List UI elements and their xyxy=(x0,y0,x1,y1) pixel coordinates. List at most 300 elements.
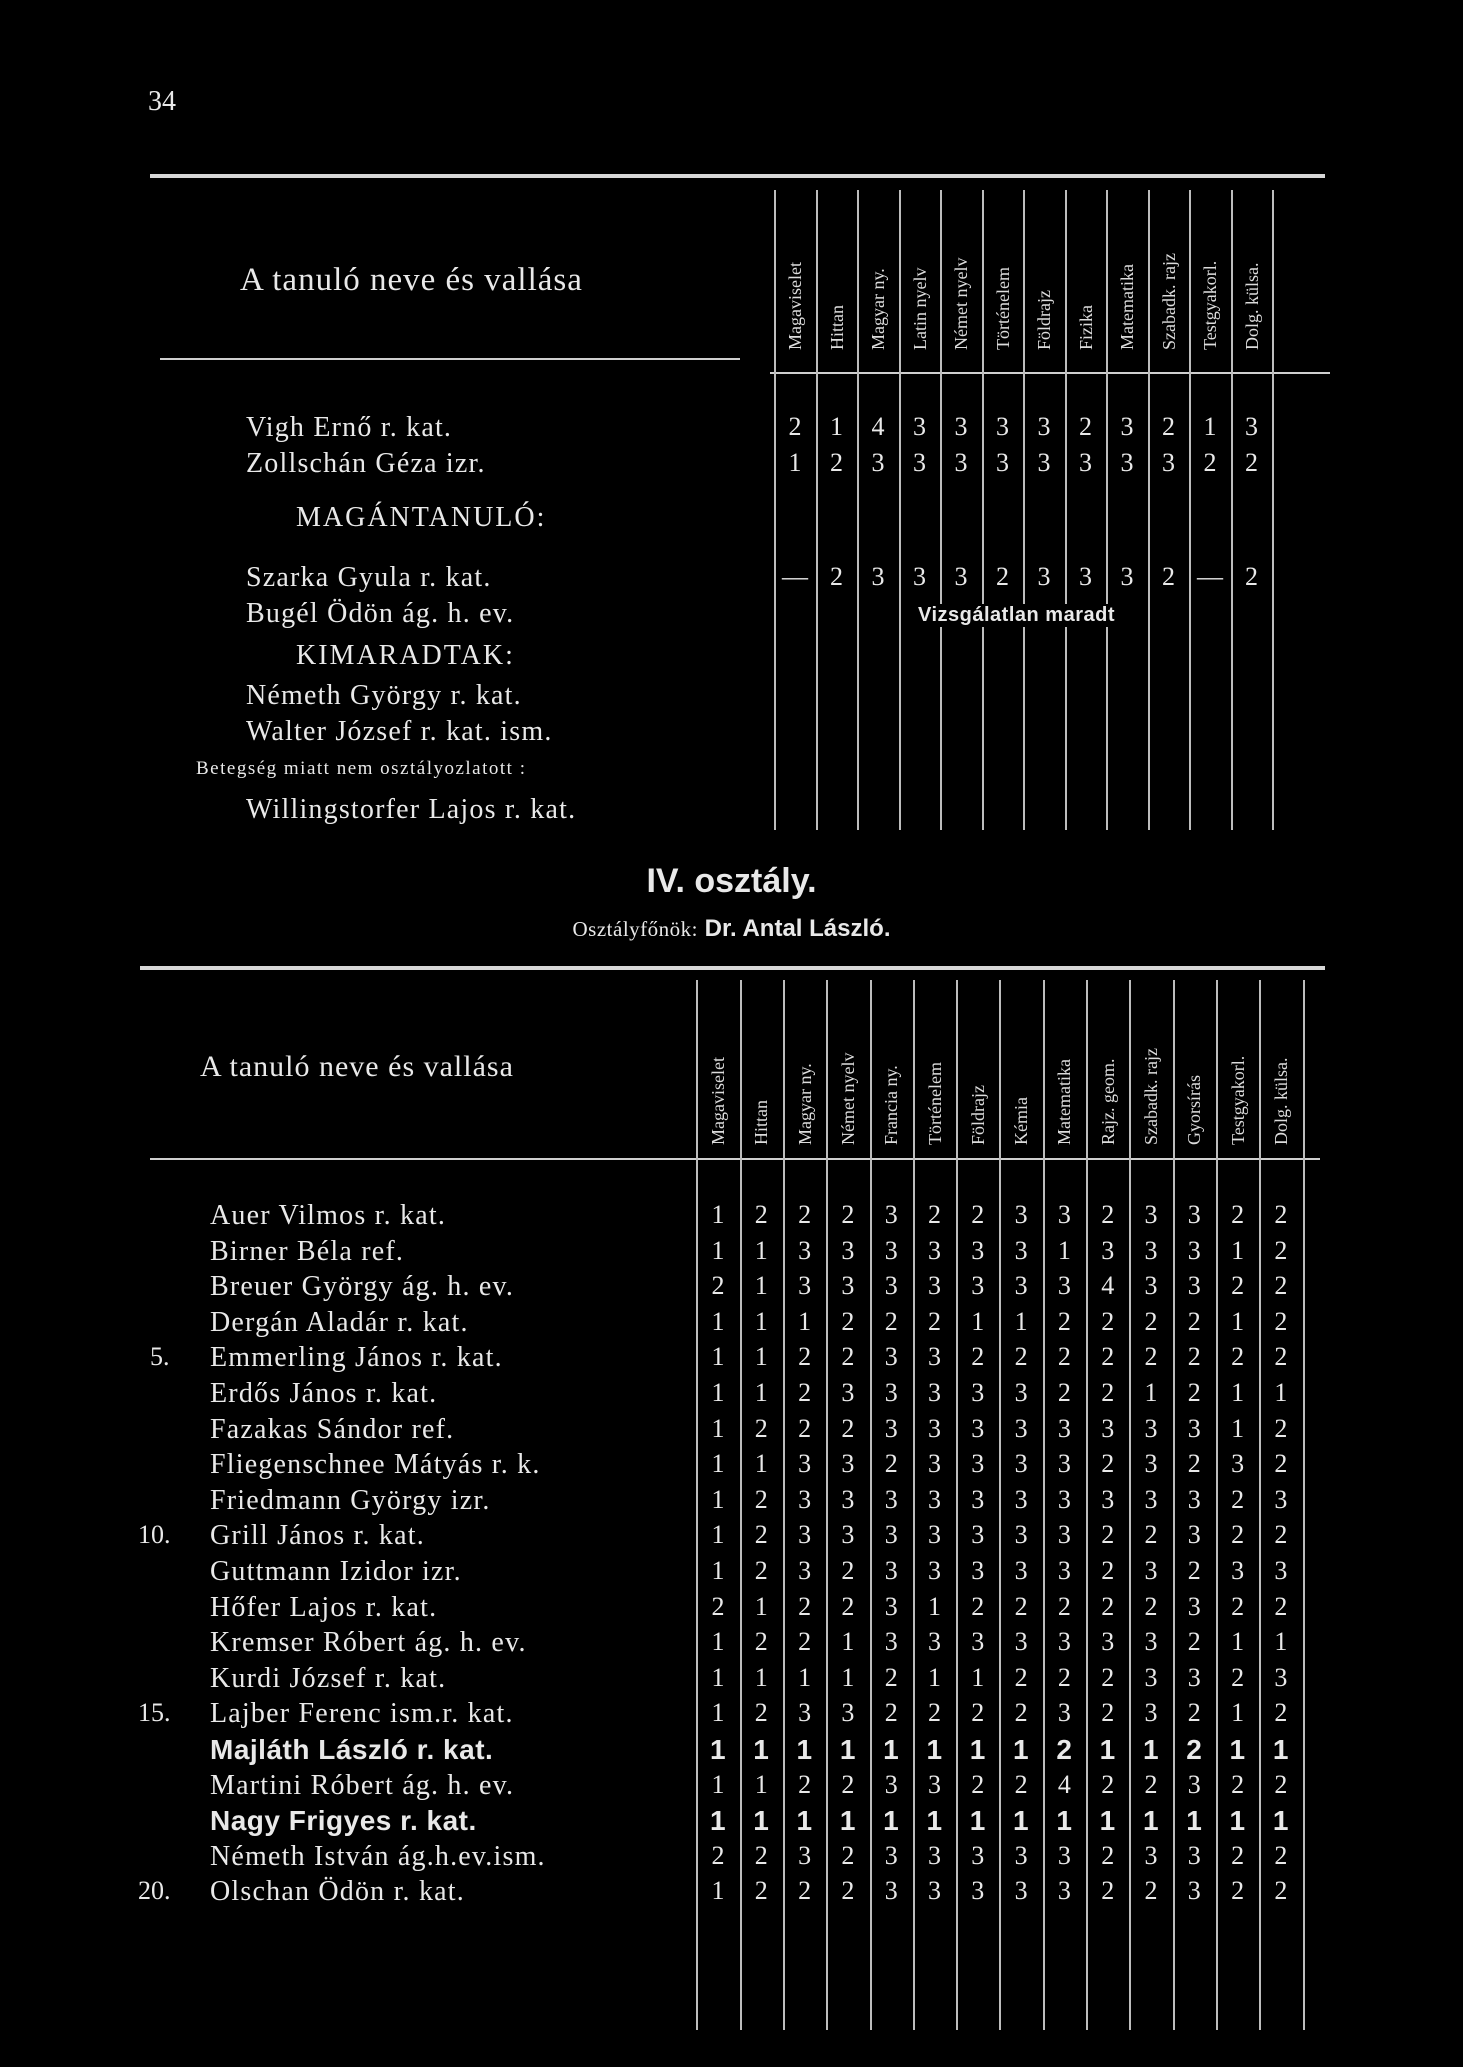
grade-cell: 2 xyxy=(754,1698,768,1728)
grade-cell: 3 xyxy=(1014,1378,1028,1407)
grade-cell: 2 xyxy=(798,1200,812,1229)
grade-cell: 2 xyxy=(1186,1734,1203,1765)
grade-cell: 2 xyxy=(1144,1342,1158,1372)
student-name: Grill János r. kat. xyxy=(210,1520,425,1552)
grade-cell: 2 xyxy=(1274,1271,1288,1301)
grade-cell: 2 xyxy=(841,1840,855,1870)
student-name: Willingstorfer Lajos r. kat. xyxy=(246,794,577,825)
column-rule xyxy=(1216,980,1218,2030)
class-teacher-name: Dr. Antal László. xyxy=(704,915,891,942)
grade-cell: 3 xyxy=(798,1556,812,1585)
grade-cell: 2 xyxy=(1245,562,1258,591)
grade-cell: 1 xyxy=(711,1769,725,1799)
grade-cell: 3 xyxy=(1187,1840,1201,1870)
class-title: IV. osztály. xyxy=(646,862,817,900)
grade-cell: 2 xyxy=(1231,1200,1245,1229)
grade-cell: 1 xyxy=(1203,412,1217,441)
grade-cell: 3 xyxy=(1014,1449,1028,1479)
column-rule xyxy=(816,190,818,830)
grade-cell: 2 xyxy=(798,1627,812,1657)
grade-cell: 1 xyxy=(796,1805,813,1837)
grade-cell: 2 xyxy=(1101,1200,1115,1229)
grade-cell: 2 xyxy=(971,1342,985,1372)
student-name: Vigh Ernő r. kat. xyxy=(246,412,453,443)
grade-cell: 3 xyxy=(1057,1556,1071,1585)
grade-cell: 1 xyxy=(928,1662,941,1692)
grade-cell: 3 xyxy=(1187,1876,1201,1906)
column-header: Latin nyelv xyxy=(909,267,930,350)
grade-cell: 3 xyxy=(1144,1556,1158,1585)
name-column-header: A tanuló neve és vallása xyxy=(200,1050,514,1083)
grade-cell: 4 xyxy=(1101,1271,1115,1301)
grade-cell: 3 xyxy=(1057,1271,1071,1301)
grade-cell: 3 xyxy=(1231,1449,1245,1479)
class-teacher-label: Osztályfőnök: xyxy=(572,917,698,941)
grade-cell: 1 xyxy=(711,1876,725,1906)
grade-cell: 1 xyxy=(711,1342,725,1372)
grade-cell: 1 xyxy=(754,1235,768,1265)
grade-cell: 3 xyxy=(996,412,1009,441)
grade-cell: 2 xyxy=(1274,1306,1288,1336)
column-header: Történelem xyxy=(924,1062,945,1145)
grade-cell: 1 xyxy=(841,1627,855,1657)
grade-cell: 3 xyxy=(1037,562,1051,591)
column-rule xyxy=(1043,980,1045,2030)
grade-cell: 1 xyxy=(841,1662,855,1692)
column-rule xyxy=(1086,980,1088,2030)
grade-cell: 1 xyxy=(839,1805,856,1837)
column-header: Magyar ny. xyxy=(794,1063,815,1145)
grade-cell: 3 xyxy=(1014,1876,1028,1906)
column-header: Szabadk. rajz xyxy=(1141,1048,1161,1145)
sickness-note: Betegség miatt nem osztályozlatott : xyxy=(196,758,527,779)
grade-cell: 2 xyxy=(1101,1662,1115,1692)
grade-cell: 2 xyxy=(884,1449,898,1479)
grade-cell: 2 xyxy=(1187,1378,1201,1407)
grade-cell: 2 xyxy=(1144,1306,1158,1336)
grade-cell: — xyxy=(782,562,808,591)
grade-cell: 2 xyxy=(996,562,1009,591)
grade-cell: 4 xyxy=(1057,1769,1071,1799)
column-rule xyxy=(1189,190,1191,830)
student-name: Dergán Aladár r. kat. xyxy=(210,1306,469,1338)
grade-cell: 3 xyxy=(971,1484,985,1514)
column-header: Rajz. geom. xyxy=(1097,1058,1118,1145)
student-name: Walter József r. kat. ism. xyxy=(246,716,553,747)
grade-cell: 1 xyxy=(711,1627,725,1657)
grade-cell: 1 xyxy=(1274,1627,1288,1657)
grade-cell: 1 xyxy=(1272,1805,1289,1837)
grade-cell: 3 xyxy=(884,1200,898,1229)
grade-cell: 2 xyxy=(1101,1591,1115,1621)
column-header: Francia ny. xyxy=(881,1065,902,1145)
grade-cell: 2 xyxy=(711,1271,725,1301)
grade-cell: 3 xyxy=(884,1484,898,1514)
grade-cell: 3 xyxy=(884,1235,898,1265)
grade-cell: 1 xyxy=(1231,1698,1245,1728)
column-rule xyxy=(870,980,872,2030)
column-header: Matematika xyxy=(1117,264,1137,350)
grade-cell: 3 xyxy=(971,1876,985,1906)
grade-cell: 3 xyxy=(971,1378,985,1407)
grade-cell: 3 xyxy=(971,1449,985,1479)
grade-cell: 1 xyxy=(788,448,802,477)
grade-cell: 2 xyxy=(1162,412,1175,441)
grade-cell: 2 xyxy=(971,1698,985,1728)
grade-cell: 2 xyxy=(798,1413,812,1443)
grade-cell: 2 xyxy=(1014,1342,1028,1372)
grade-cell: 3 xyxy=(996,448,1009,477)
column-header: Testgyakorl. xyxy=(1200,260,1220,350)
grade-cell: 1 xyxy=(1231,1627,1245,1657)
grade-cell: 2 xyxy=(1274,1235,1288,1265)
grade-cell: 2 xyxy=(1057,1662,1071,1692)
exam-note: Vizsgálatlan maradt xyxy=(912,604,1121,627)
grade-cell: 2 xyxy=(841,1769,855,1799)
grade-cell: 2 xyxy=(1101,1378,1115,1407)
grade-cell: 2 xyxy=(754,1413,768,1443)
grade-cell: 3 xyxy=(928,1413,941,1443)
grade-cell: 3 xyxy=(1245,412,1258,441)
grade-cell: 3 xyxy=(884,1378,898,1407)
grade-cell: 1 xyxy=(711,1413,725,1443)
grade-cell: 3 xyxy=(1187,1235,1201,1265)
column-rule xyxy=(1023,190,1025,830)
grade-cell: 2 xyxy=(884,1698,898,1728)
grade-cell: 1 xyxy=(754,1662,768,1692)
grade-cell: 3 xyxy=(928,1235,941,1265)
grade-cell: 3 xyxy=(928,1840,941,1870)
grade-cell: 1 xyxy=(883,1734,900,1765)
grade-cell: 3 xyxy=(1057,1484,1071,1514)
grade-cell: 1 xyxy=(1142,1734,1160,1765)
grade-cell: 2 xyxy=(798,1342,812,1372)
student-name: Auer Vilmos r. kat. xyxy=(210,1200,447,1231)
grade-cell: 2 xyxy=(1274,1449,1288,1479)
grade-cell: 1 xyxy=(971,1662,985,1692)
grade-cell: 2 xyxy=(841,1200,855,1229)
row-number: 5. xyxy=(150,1342,170,1372)
grade-cell: 3 xyxy=(971,1520,985,1550)
grade-cell: 3 xyxy=(1187,1413,1201,1443)
grade-cell: 3 xyxy=(971,1556,985,1585)
grade-cell: 2 xyxy=(830,562,843,591)
student-name: Kurdi József r. kat. xyxy=(210,1662,447,1694)
grade-cell: 2 xyxy=(798,1591,812,1621)
column-rule xyxy=(1231,190,1233,830)
column-rule xyxy=(696,980,698,2030)
grade-cell: 3 xyxy=(841,1235,855,1265)
grade-cell: 1 xyxy=(711,1662,725,1692)
grade-cell: 1 xyxy=(754,1342,768,1372)
grade-cell: 2 xyxy=(1187,1698,1201,1728)
column-rule xyxy=(1173,980,1175,2030)
grade-cell: 2 xyxy=(1245,448,1258,477)
grade-cell: 2 xyxy=(1162,562,1175,591)
student-name: Zollschán Géza izr. xyxy=(246,448,486,479)
grade-cell: 1 xyxy=(926,1734,943,1765)
grade-cell: 2 xyxy=(1144,1769,1158,1799)
grade-cell: 3 xyxy=(928,1449,941,1479)
grade-cell: 1 xyxy=(1099,1734,1116,1765)
grade-cell: 1 xyxy=(1144,1378,1158,1407)
column-rule xyxy=(899,190,901,830)
grade-cell: 3 xyxy=(1101,1627,1115,1657)
column-rule xyxy=(783,980,785,2030)
table-top-rule xyxy=(150,174,1325,178)
grade-cell: 2 xyxy=(1101,1698,1115,1728)
column-rule xyxy=(1129,980,1131,2030)
grade-cell: 1 xyxy=(1231,1306,1245,1336)
grade-cell: 1 xyxy=(754,1769,768,1799)
grade-cell: 2 xyxy=(754,1627,768,1657)
grade-cell: 3 xyxy=(798,1449,812,1479)
grade-cell: 3 xyxy=(884,1413,898,1443)
grade-cell: 2 xyxy=(1231,1271,1245,1301)
grade-cell: 2 xyxy=(754,1840,768,1870)
page-number: 34 xyxy=(148,86,176,117)
grade-cell: 3 xyxy=(884,1840,898,1870)
grade-cell: 3 xyxy=(884,1876,898,1906)
grade-cell: 3 xyxy=(1144,1698,1158,1728)
grade-cell: 2 xyxy=(830,448,843,477)
grade-cell: 2 xyxy=(1101,1520,1115,1550)
grade-cell: 3 xyxy=(1014,1840,1028,1870)
grade-cell: 2 xyxy=(1274,1698,1288,1728)
grade-cell: 3 xyxy=(971,1840,985,1870)
column-header: Magyar ny. xyxy=(868,268,888,350)
grade-cell: 1 xyxy=(711,1378,725,1407)
grade-cell: 2 xyxy=(928,1200,941,1229)
grade-cell: 1 xyxy=(711,1484,725,1514)
student-name: Olschan Ödön r. kat. xyxy=(210,1876,465,1908)
column-rule xyxy=(1259,980,1261,2030)
grade-cell: 3 xyxy=(1274,1484,1288,1514)
student-name: Fazakas Sándor ref. xyxy=(210,1413,455,1445)
grade-cell: 2 xyxy=(1231,1840,1245,1870)
grade-cell: 3 xyxy=(1014,1556,1028,1585)
column-rule xyxy=(940,190,942,830)
grade-cell: 1 xyxy=(1013,1805,1030,1837)
column-header: Dolg. külsa. xyxy=(1241,262,1262,350)
grade-cell: 3 xyxy=(1014,1200,1028,1229)
grade-cell: 3 xyxy=(841,1698,855,1728)
grade-cell: 3 xyxy=(884,1271,898,1301)
grade-cell: 2 xyxy=(1187,1627,1201,1657)
grade-cell: 2 xyxy=(1057,1378,1071,1407)
column-rule xyxy=(826,980,828,2030)
grade-cell: 1 xyxy=(926,1805,943,1837)
student-name: Breuer György ág. h. ev. xyxy=(210,1271,515,1303)
grade-cell: 3 xyxy=(1187,1484,1201,1514)
grade-cell: 2 xyxy=(798,1876,812,1906)
grade-cell: 2 xyxy=(1187,1449,1201,1479)
grade-cell: 3 xyxy=(954,412,968,441)
column-header: Gyorsírás xyxy=(1184,1075,1205,1145)
grade-cell: 3 xyxy=(884,1342,898,1372)
column-header: Történelem xyxy=(992,267,1013,350)
grade-cell: 2 xyxy=(1274,1591,1288,1621)
table-top-rule xyxy=(140,966,1325,970)
grade-cell: 3 xyxy=(1057,1876,1071,1906)
grade-cell: 3 xyxy=(1144,1449,1158,1479)
student-name: Birner Béla ref. xyxy=(210,1235,405,1267)
grade-cell: 3 xyxy=(841,1378,855,1407)
grade-cell: 2 xyxy=(1187,1342,1201,1372)
grade-cell: 2 xyxy=(1014,1698,1028,1728)
row-number: 10. xyxy=(138,1520,171,1550)
grade-cell: 3 xyxy=(1120,448,1134,477)
grade-cell: 2 xyxy=(1274,1876,1288,1906)
grade-cell: 2 xyxy=(754,1876,768,1906)
grade-cell: 3 xyxy=(884,1556,898,1585)
column-rule xyxy=(857,190,859,830)
grade-cell: 3 xyxy=(1014,1413,1028,1443)
grade-cell: 1 xyxy=(754,1449,768,1479)
grade-cell: 1 xyxy=(753,1805,770,1837)
grade-cell: 2 xyxy=(1101,1306,1115,1336)
name-column-header: A tanuló neve és vallása xyxy=(240,262,583,298)
column-header: Német nyelv xyxy=(837,1052,858,1145)
row-number: 15. xyxy=(138,1698,171,1728)
grade-cell: 3 xyxy=(913,562,926,591)
grade-cell: 2 xyxy=(1014,1591,1028,1621)
grade-cell: 3 xyxy=(954,562,968,591)
grade-cell: 1 xyxy=(711,1235,725,1265)
grade-cell: 2 xyxy=(1057,1342,1071,1372)
grade-cell: 2 xyxy=(884,1662,898,1692)
column-rule xyxy=(1065,190,1067,830)
grade-cell: 3 xyxy=(1101,1484,1115,1514)
grade-cell: 1 xyxy=(1231,1378,1245,1407)
grade-cell: 3 xyxy=(928,1378,941,1407)
column-rule xyxy=(740,980,742,2030)
grade-cell: 2 xyxy=(798,1378,812,1407)
grade-cell: 1 xyxy=(754,1591,768,1621)
grade-cell: 3 xyxy=(1057,1698,1071,1728)
column-header: Német nyelv xyxy=(951,257,971,350)
grade-cell: 2 xyxy=(1231,1769,1245,1799)
grade-cell: 1 xyxy=(711,1520,725,1550)
grade-cell: 1 xyxy=(928,1591,941,1621)
grade-cell: 3 xyxy=(928,1484,941,1514)
student-name: Németh György r. kat. xyxy=(246,680,522,711)
grade-cell: 3 xyxy=(1057,1840,1071,1870)
grade-cell: 3 xyxy=(928,1271,941,1301)
grade-cell: 2 xyxy=(754,1484,768,1514)
grade-cell: 3 xyxy=(841,1449,855,1479)
grade-cell: 1 xyxy=(711,1200,725,1229)
grade-cell: 3 xyxy=(1014,1235,1028,1265)
grade-cell: 2 xyxy=(928,1698,941,1728)
grade-cell: 2 xyxy=(788,412,802,441)
grade-cell: 1 xyxy=(1013,1734,1030,1765)
grade-cell: 1 xyxy=(796,1734,813,1765)
grade-cell: 1 xyxy=(754,1306,768,1336)
student-name: Kremser Róbert ág. h. ev. xyxy=(210,1627,527,1659)
grade-cell: 3 xyxy=(1144,1413,1158,1443)
grade-cell: 2 xyxy=(1231,1662,1245,1692)
grade-cell: 3 xyxy=(971,1271,985,1301)
grade-cell: 2 xyxy=(798,1769,812,1799)
grade-cell: 3 xyxy=(1187,1591,1201,1621)
grade-cell: 3 xyxy=(1144,1235,1158,1265)
student-name: Németh István ág.h.ev.ism. xyxy=(210,1840,546,1872)
grade-cell: 1 xyxy=(969,1805,986,1837)
grade-cell: 3 xyxy=(1014,1271,1028,1301)
grade-cell: 1 xyxy=(1099,1805,1116,1837)
grade-cell: 2 xyxy=(841,1591,855,1621)
student-name: Guttmann Izidor izr. xyxy=(210,1556,462,1587)
grade-cell: 3 xyxy=(884,1769,898,1799)
student-name: Martini Róbert ág. h. ev. xyxy=(210,1769,515,1801)
column-header: Földrajz xyxy=(967,1085,988,1145)
grade-cell: 3 xyxy=(1057,1520,1071,1550)
grade-cell: 1 xyxy=(969,1734,986,1765)
grade-cell: 3 xyxy=(1037,448,1051,477)
student-name: Lajber Ferenc ism.r. kat. xyxy=(210,1698,514,1730)
grade-cell: 1 xyxy=(711,1449,725,1479)
grade-cell: 2 xyxy=(971,1200,985,1229)
student-name: Majláth László r. kat. xyxy=(210,1734,494,1765)
student-name: Emmerling János r. kat. xyxy=(210,1342,503,1374)
grade-cell: 3 xyxy=(798,1840,812,1870)
grade-cell: 3 xyxy=(1144,1840,1158,1870)
grade-cell: 1 xyxy=(1014,1306,1028,1336)
grade-cell: 2 xyxy=(1274,1840,1288,1870)
grade-cell: 3 xyxy=(1144,1627,1158,1657)
grade-cell: 2 xyxy=(1231,1591,1245,1621)
grade-cell: 2 xyxy=(1231,1876,1245,1906)
grade-cell: 1 xyxy=(1056,1805,1073,1837)
grade-cell: 3 xyxy=(928,1876,941,1906)
left-school-heading: KIMARADTAK: xyxy=(296,640,515,671)
grade-cell: 2 xyxy=(1187,1306,1201,1336)
grade-cell: 3 xyxy=(798,1235,812,1265)
grade-cell: 2 xyxy=(1231,1484,1245,1514)
column-rule xyxy=(774,190,776,830)
grade-cell: 3 xyxy=(1079,562,1092,591)
grade-cell: 3 xyxy=(1274,1662,1288,1692)
grade-cell: 1 xyxy=(798,1662,812,1692)
grade-cell: — xyxy=(1197,562,1223,591)
column-header: Hittan xyxy=(751,1100,772,1145)
column-header: Földrajz xyxy=(1034,290,1054,350)
grade-cell: 3 xyxy=(928,1556,941,1585)
grade-cell: 2 xyxy=(1056,1734,1073,1765)
grade-cell: 1 xyxy=(971,1306,985,1336)
grade-cell: 2 xyxy=(971,1769,985,1799)
column-rule xyxy=(999,980,1001,2030)
grade-cell: 2 xyxy=(1144,1520,1158,1550)
grade-cell: 3 xyxy=(1187,1520,1201,1550)
private-student-heading: MAGÁNTANULÓ: xyxy=(296,502,547,533)
grade-cell: 2 xyxy=(1274,1342,1288,1372)
grade-cell: 3 xyxy=(1144,1200,1158,1229)
student-name: Erdős János r. kat. xyxy=(210,1378,438,1409)
grade-cell: 3 xyxy=(871,448,885,477)
grade-cell: 3 xyxy=(1057,1449,1071,1479)
grade-cell: 3 xyxy=(1187,1769,1201,1799)
student-name: Friedmann György izr. xyxy=(210,1484,491,1516)
grade-cell: 2 xyxy=(711,1591,725,1621)
grade-cell: 3 xyxy=(971,1413,985,1443)
grade-cell: 3 xyxy=(971,1627,985,1657)
student-name: Szarka Gyula r. kat. xyxy=(246,562,492,593)
grade-cell: 1 xyxy=(1231,1413,1245,1443)
column-rule xyxy=(956,980,958,2030)
header-bottom-rule xyxy=(150,1158,1320,1160)
